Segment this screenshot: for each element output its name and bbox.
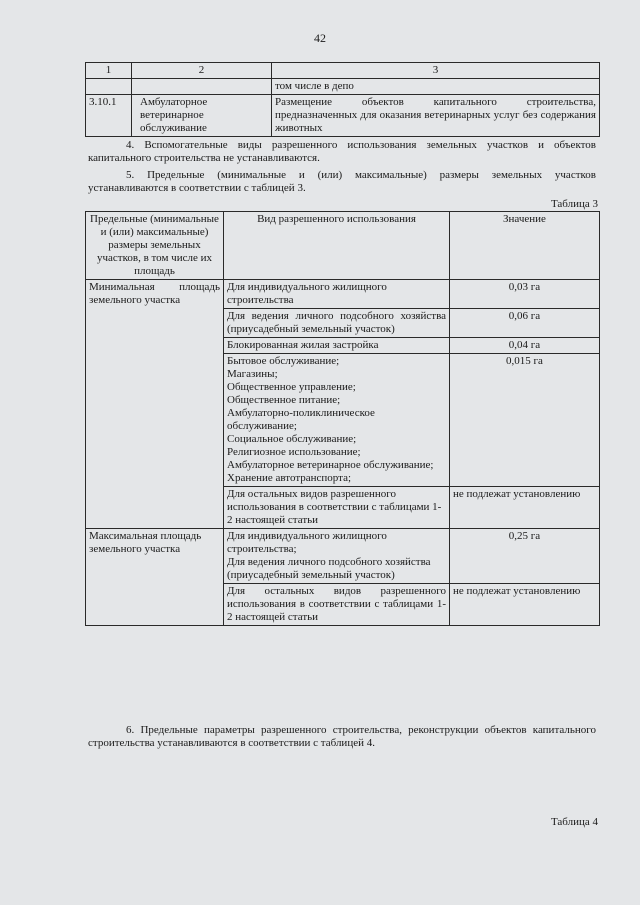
use-list-item: Для ведения личного подсобного хозяйства (приусадебный земельный участок) xyxy=(227,556,431,581)
table-header-row xyxy=(86,212,600,280)
header-value: Значение xyxy=(450,212,600,280)
column-number-3: 3 xyxy=(272,63,600,79)
value-cell: 0,25 га xyxy=(450,529,600,584)
min-area-label: Минимальная площадь земельного участка xyxy=(86,280,224,529)
table-row xyxy=(86,529,600,584)
use-cell: Для ведения личного подсобного хозяйства (приусадебный земельный участок) xyxy=(224,309,450,338)
value-cell: 0,015 га xyxy=(450,354,600,487)
use-list-item: Амбулаторное ветеринарное обслуживание; xyxy=(227,459,434,471)
use-description: Размещение объектов капитального строительства, предназначенных для оказания ветеринарных услуг без содержания животных xyxy=(272,95,600,137)
use-cell: Для индивидуального жилищного строительства xyxy=(224,280,450,309)
table-3 xyxy=(85,211,600,626)
header-size-limits: Предельные (минимальные и (или) максимальные) размеры земельных участков, в том числе их площадь xyxy=(86,212,224,280)
use-cell-list xyxy=(224,354,450,487)
value-cell: 0,03 га xyxy=(450,280,600,309)
use-cell-list xyxy=(224,529,450,584)
continuation-text: том числе в депо xyxy=(272,79,600,95)
use-list-item: Амбулаторно-поликлиническое обслуживание; xyxy=(227,407,375,432)
max-area-label: Максимальная площадь земельного участка xyxy=(86,529,224,626)
use-name: Амбулаторное ветеринарное обслуживание xyxy=(132,95,272,137)
use-list-item: Религиозное использование; xyxy=(227,446,361,458)
header-use-type: Вид разрешенного использования xyxy=(224,212,450,280)
paragraph-5: 5. Предельные (минимальные и (или) максимальные) размеры земельных участков устанавливаются в соответствии с таблицей 3. xyxy=(88,169,596,194)
table-row xyxy=(86,280,600,309)
table-3-caption: Таблица 3 xyxy=(550,198,598,210)
use-cell: Для остальных видов разрешенного использования в соответствии с таблицами 1-2 настоящей статьи xyxy=(224,487,450,529)
use-cell: Блокированная жилая застройка xyxy=(224,338,450,354)
use-list-item: Социальное обслуживание; xyxy=(227,433,357,445)
use-list-item: Для индивидуального жилищного строительства; xyxy=(227,530,387,555)
use-list-item: Магазины; xyxy=(227,368,278,380)
page-number: 42 xyxy=(314,31,326,45)
use-list-item: Хранение автотранспорта; xyxy=(227,472,352,484)
use-list-item: Бытовое обслуживание; xyxy=(227,355,340,367)
value-cell: не подлежат установлению xyxy=(450,487,600,529)
use-cell: Для остальных видов разрешенного использования в соответствии с таблицами 1-2 настоящей статьи xyxy=(224,584,450,626)
value-cell: не подлежат установлению xyxy=(450,584,600,626)
column-number-2: 2 xyxy=(132,63,272,79)
use-code: 3.10.1 xyxy=(86,95,132,137)
use-list-item: Общественное управление; xyxy=(227,381,356,393)
table-row xyxy=(86,95,600,137)
table-row xyxy=(86,79,600,95)
use-list-item: Общественное питание; xyxy=(227,394,341,406)
paragraph-4: 4. Вспомогательные виды разрешенного использования земельных участков и объектов капитального строительства не устанавливаются. xyxy=(88,139,596,164)
column-number-1: 1 xyxy=(86,63,132,79)
paragraph-6: 6. Предельные параметры разрешенного строительства, реконструкции объектов капитального строительства устанавливаются в соответствии с таблицей 4. xyxy=(88,724,596,749)
land-use-table-continuation xyxy=(85,62,600,137)
table-header-row xyxy=(86,63,600,79)
value-cell: 0,06 га xyxy=(450,309,600,338)
table-4-caption: Таблица 4 xyxy=(550,816,598,828)
value-cell: 0,04 га xyxy=(450,338,600,354)
